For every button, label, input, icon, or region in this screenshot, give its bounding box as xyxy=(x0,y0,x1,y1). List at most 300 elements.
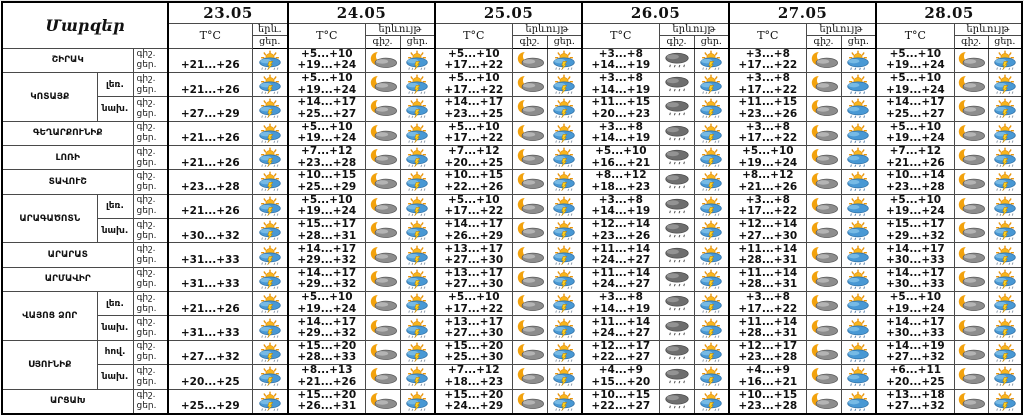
sun-cloud-thunderstorm-icon xyxy=(400,97,435,121)
sun-cloud-thunderstorm-icon xyxy=(252,97,288,121)
sun-cloud-thunderstorm-icon xyxy=(400,316,435,340)
sun-cloud-thunderstorm-icon xyxy=(547,389,582,414)
sun-cloud-thunderstorm-icon xyxy=(400,194,435,218)
daypart-labels xyxy=(133,97,168,121)
day-temperature: +14...+19 xyxy=(591,205,651,218)
day-temperature: +19...+24 xyxy=(885,83,945,96)
moon-cloud-icon xyxy=(806,243,841,267)
day-temperature: +20...+25 xyxy=(180,375,240,388)
temperature-cell xyxy=(435,340,512,364)
moon-cloud-icon xyxy=(954,316,988,340)
moon-cloud-icon xyxy=(512,267,547,291)
moon-cloud-icon xyxy=(365,267,400,291)
temperature-cell xyxy=(168,292,252,316)
day-temperature: +24...+27 xyxy=(591,254,651,267)
temperature-cell xyxy=(876,145,954,169)
temperature-cell xyxy=(435,97,512,121)
night-temperature: +5...+10 xyxy=(301,121,353,133)
day-temperature: +17...+22 xyxy=(738,302,798,315)
night-temperature: +12...+17 xyxy=(738,340,798,352)
day-temperature: +28...+31 xyxy=(738,327,798,340)
moon-cloud-icon xyxy=(512,389,547,414)
sun-cloud-thunderstorm-icon xyxy=(988,121,1022,145)
temperature-cell xyxy=(288,316,365,340)
temperature-cell xyxy=(288,97,365,121)
night-temperature: +15...+17 xyxy=(885,218,945,231)
daypart-labels xyxy=(133,72,168,96)
moon-cloud-icon xyxy=(365,170,400,194)
day-temperature: +16...+21 xyxy=(738,375,798,388)
temperature-cell xyxy=(876,97,954,121)
temperature-cell xyxy=(876,121,954,145)
night-temperature: +3...+8 xyxy=(745,72,790,85)
temperature-cell xyxy=(729,267,806,291)
rain-cloud-icon xyxy=(659,243,694,267)
forecast-row xyxy=(2,97,1022,121)
daypart-labels xyxy=(133,243,168,267)
night-label: գիշ. xyxy=(136,195,156,206)
night-temperature: +14...+17 xyxy=(444,218,504,231)
sun-cloud-thunderstorm-icon xyxy=(694,170,729,194)
night-temperature: +5...+10 xyxy=(448,121,500,133)
sun-cloud-thunderstorm-icon xyxy=(400,219,435,243)
night-temperature: +15...+20 xyxy=(444,340,504,352)
night-label: գիշ. xyxy=(136,170,156,181)
rain-cloud-icon xyxy=(659,267,694,291)
temperature-cell xyxy=(582,97,659,121)
day-temperature: +29...+32 xyxy=(297,278,357,291)
temp-header: T°C xyxy=(729,23,806,48)
forecast-row xyxy=(2,219,1022,243)
temperature-cell xyxy=(876,194,954,218)
sun-cloud-thunderstorm-icon xyxy=(252,365,288,389)
night-temperature: +5...+10 xyxy=(595,145,647,158)
moon-cloud-icon xyxy=(365,219,400,243)
sun-cloud-thunderstorm-icon xyxy=(547,72,582,96)
day-temperature: +21...+26 xyxy=(738,180,798,193)
sun-cloud-thunderstorm-icon xyxy=(547,267,582,291)
night-temperature: +3...+8 xyxy=(598,194,643,206)
night-temperature: +3...+8 xyxy=(745,291,790,304)
day-temperature: +21...+26 xyxy=(180,59,240,72)
subzone-label: լեռ. xyxy=(97,292,133,316)
sun-cloud-rain-icon xyxy=(841,389,876,414)
sun-cloud-thunderstorm-icon xyxy=(252,316,288,340)
temperature-cell xyxy=(729,72,806,96)
night-temperature: +3...+8 xyxy=(598,291,643,304)
day-header: ցեր. xyxy=(547,35,582,48)
moon-cloud-icon xyxy=(954,340,988,364)
moon-cloud-icon xyxy=(954,292,988,316)
rain-cloud-icon xyxy=(659,97,694,121)
day-temperature: +20...+25 xyxy=(444,156,504,169)
night-temperature: +7...+12 xyxy=(889,145,942,158)
sun-cloud-thunderstorm-icon xyxy=(252,243,288,267)
sun-cloud-rain-icon xyxy=(841,72,876,96)
night-temperature: +14...+17 xyxy=(885,242,945,255)
day-temperature: +23...+28 xyxy=(738,351,798,364)
moon-cloud-icon xyxy=(365,48,400,72)
night-temperature: +13...+17 xyxy=(444,267,504,279)
day-temperature: +17...+22 xyxy=(444,132,504,145)
subzone-label: նախ. xyxy=(97,365,133,389)
day-temperature: +27...+30 xyxy=(444,254,504,267)
rain-cloud-icon xyxy=(659,292,694,316)
day-temperature: +20...+23 xyxy=(591,107,651,120)
moon-cloud-icon xyxy=(512,48,547,72)
sun-cloud-rain-icon xyxy=(841,170,876,194)
temperature-cell xyxy=(435,170,512,194)
rain-cloud-icon xyxy=(659,72,694,96)
day-temperature: +31...+33 xyxy=(180,254,240,267)
moon-cloud-icon xyxy=(512,145,547,169)
sun-cloud-thunderstorm-icon xyxy=(547,121,582,145)
moon-cloud-icon xyxy=(512,340,547,364)
forecast-row xyxy=(2,121,1022,145)
day-header: ցեր. xyxy=(988,35,1022,48)
night-temperature: +4...+9 xyxy=(745,364,790,377)
night-label: գիշ. xyxy=(136,341,156,352)
night-temperature: +5...+10 xyxy=(448,48,500,60)
temperature-cell xyxy=(168,340,252,364)
day-temperature: +25...+27 xyxy=(297,107,357,120)
sun-cloud-thunderstorm-icon xyxy=(252,267,288,291)
forecast-row xyxy=(2,316,1022,340)
temperature-cell xyxy=(876,219,954,243)
day-temperature: +17...+22 xyxy=(738,205,798,218)
forecast-row xyxy=(2,267,1022,291)
temperature-cell xyxy=(729,365,806,389)
moon-cloud-icon xyxy=(806,48,841,72)
night-temperature: +11...+14 xyxy=(738,242,798,255)
temperature-cell xyxy=(729,170,806,194)
temperature-cell xyxy=(729,97,806,121)
night-temperature: +5...+10 xyxy=(301,194,353,206)
temperature-cell xyxy=(876,72,954,96)
day-temperature: +19...+24 xyxy=(885,59,945,72)
day-temperature: +19...+24 xyxy=(297,59,357,72)
moon-cloud-icon xyxy=(806,340,841,364)
day-label: ցեր. xyxy=(136,352,157,363)
day-temperature: +17...+22 xyxy=(738,132,798,145)
subzone-label: նախ. xyxy=(97,316,133,340)
temperature-cell xyxy=(582,316,659,340)
night-temperature: +5...+10 xyxy=(448,194,500,206)
day-temperature: +19...+24 xyxy=(297,83,357,96)
moon-cloud-icon xyxy=(806,316,841,340)
sun-cloud-thunderstorm-icon xyxy=(694,267,729,291)
daypart-labels xyxy=(133,219,168,243)
temperature-cell xyxy=(876,267,954,291)
sun-cloud-thunderstorm-icon xyxy=(547,170,582,194)
sun-cloud-thunderstorm-icon xyxy=(400,365,435,389)
daypart-labels xyxy=(133,48,168,72)
moon-cloud-icon xyxy=(365,316,400,340)
rain-cloud-icon xyxy=(659,389,694,414)
forecast-row xyxy=(2,340,1022,364)
sun-cloud-thunderstorm-icon xyxy=(252,72,288,96)
sun-cloud-thunderstorm-icon xyxy=(400,145,435,169)
moon-cloud-icon xyxy=(365,194,400,218)
moon-cloud-icon xyxy=(512,97,547,121)
day-temperature: +23...+25 xyxy=(444,107,504,120)
regions-title: Մարզեր xyxy=(2,2,168,48)
night-temperature: +5...+10 xyxy=(301,291,353,304)
moon-cloud-icon xyxy=(954,194,988,218)
day-temperature: +25...+29 xyxy=(297,180,357,193)
rain-cloud-icon xyxy=(659,194,694,218)
temperature-cell xyxy=(876,48,954,72)
moon-cloud-icon xyxy=(806,194,841,218)
day-temperature: +28...+31 xyxy=(738,278,798,291)
night-temperature: +7...+12 xyxy=(448,145,500,158)
temperature-cell xyxy=(729,194,806,218)
night-temperature: +4...+9 xyxy=(598,364,643,377)
temperature-cell xyxy=(876,389,954,414)
day-temperature: +31...+33 xyxy=(180,278,240,291)
day-temperature: +24...+29 xyxy=(444,400,504,413)
daypart-labels xyxy=(133,340,168,364)
date-header: 26.05 xyxy=(582,2,729,23)
day-temperature: +14...+19 xyxy=(591,83,651,96)
temperature-cell xyxy=(582,145,659,169)
day-label: ցեր. xyxy=(136,401,157,412)
sun-cloud-rain-icon xyxy=(841,121,876,145)
night-label: գիշ. xyxy=(136,73,156,84)
moon-cloud-icon xyxy=(806,72,841,96)
sun-cloud-thunderstorm-icon xyxy=(252,340,288,364)
day-temperature: +29...+32 xyxy=(297,327,357,340)
moon-cloud-icon xyxy=(954,170,988,194)
forecast-row xyxy=(2,292,1022,316)
temp-header: T°C xyxy=(435,23,512,48)
date-header: 27.05 xyxy=(729,2,876,23)
day-temperature: +28...+31 xyxy=(738,254,798,267)
sun-cloud-thunderstorm-icon xyxy=(400,48,435,72)
temperature-cell xyxy=(288,194,365,218)
night-temperature: +11...+14 xyxy=(591,267,651,279)
sun-cloud-rain-icon xyxy=(841,145,876,169)
moon-cloud-icon xyxy=(954,121,988,145)
day-temperature: +22...+27 xyxy=(591,400,651,413)
region-name: ԱՐԱՐԱՏ xyxy=(2,243,133,267)
date-header: 24.05 xyxy=(288,2,435,23)
day-temperature: +19...+24 xyxy=(738,156,798,169)
day-temperature: +23...+28 xyxy=(738,400,798,413)
day-label: ցեր. xyxy=(136,181,157,192)
night-temperature: +13...+17 xyxy=(444,242,504,255)
daypart-labels xyxy=(133,267,168,291)
temperature-cell xyxy=(168,365,252,389)
moon-cloud-icon xyxy=(806,267,841,291)
day-temperature: +23...+28 xyxy=(180,180,240,193)
date-header-row xyxy=(2,2,1022,23)
rain-cloud-icon xyxy=(659,48,694,72)
region-name: ՍՅՈՒՆԻՔ xyxy=(2,340,97,389)
forecast-table xyxy=(1,1,1023,415)
night-temperature: +15...+20 xyxy=(297,340,357,352)
sun-cloud-thunderstorm-icon xyxy=(547,145,582,169)
phenomenon-header: երևույթ xyxy=(365,23,435,35)
phenomenon-header: երև. xyxy=(252,23,288,35)
region-name: ԼՈՌԻ xyxy=(2,145,133,169)
day-temperature: +17...+22 xyxy=(738,83,798,96)
day-temperature: +30...+33 xyxy=(885,327,945,340)
night-temperature: +5...+10 xyxy=(889,72,942,85)
night-temperature: +8...+12 xyxy=(742,169,794,182)
moon-cloud-icon xyxy=(954,365,988,389)
sun-cloud-thunderstorm-icon xyxy=(400,292,435,316)
sun-cloud-thunderstorm-icon xyxy=(694,219,729,243)
temperature-cell xyxy=(435,316,512,340)
sun-cloud-thunderstorm-icon xyxy=(400,243,435,267)
subzone-label: լեռ. xyxy=(97,194,133,218)
day-temperature: +24...+27 xyxy=(591,327,651,340)
region-name: ԱՐՄԱՎԻՐ xyxy=(2,267,133,291)
night-label: գիշ. xyxy=(136,317,156,328)
day-temperature: +29...+32 xyxy=(885,229,945,242)
temperature-cell xyxy=(435,267,512,291)
day-temperature: +29...+32 xyxy=(297,254,357,267)
moon-cloud-icon xyxy=(954,267,988,291)
region-name: ԿՈՏԱՅՔ xyxy=(2,72,97,121)
phenomenon-header: երևույթ xyxy=(806,23,876,35)
day-header: ցեր. xyxy=(252,35,288,48)
temperature-cell xyxy=(288,292,365,316)
night-temperature: +15...+20 xyxy=(444,389,504,401)
night-temperature: +14...+17 xyxy=(885,96,945,109)
sun-cloud-rain-icon xyxy=(841,97,876,121)
temperature-cell xyxy=(168,145,252,169)
weather-forecast-page xyxy=(0,1,1024,417)
night-temperature: +12...+14 xyxy=(591,218,651,231)
moon-cloud-icon xyxy=(806,292,841,316)
night-temperature: +12...+14 xyxy=(738,218,798,231)
moon-cloud-icon xyxy=(806,145,841,169)
day-temperature: +21...+26 xyxy=(297,375,357,388)
night-temperature: +10...+14 xyxy=(885,169,945,182)
phenomenon-header: երևույթ xyxy=(954,23,1022,35)
rain-cloud-icon xyxy=(659,365,694,389)
moon-cloud-icon xyxy=(512,316,547,340)
sun-cloud-thunderstorm-icon xyxy=(694,243,729,267)
moon-cloud-icon xyxy=(954,97,988,121)
night-temperature: +7...+12 xyxy=(301,145,353,158)
temperature-cell xyxy=(729,243,806,267)
sun-cloud-thunderstorm-icon xyxy=(988,365,1022,389)
day-temperature: +27...+30 xyxy=(444,278,504,291)
day-temperature: +21...+26 xyxy=(180,302,240,315)
sun-cloud-thunderstorm-icon xyxy=(252,292,288,316)
day-temperature: +26...+31 xyxy=(297,400,357,413)
night-temperature: +10...+15 xyxy=(297,169,357,182)
night-temperature: +5...+10 xyxy=(448,291,500,304)
temperature-cell xyxy=(288,340,365,364)
day-label: ցեր. xyxy=(136,84,157,95)
forecast-row xyxy=(2,48,1022,72)
night-temperature: +14...+17 xyxy=(297,242,357,255)
day-temperature: +27...+30 xyxy=(738,229,798,242)
rain-cloud-icon xyxy=(659,219,694,243)
sun-cloud-thunderstorm-icon xyxy=(988,97,1022,121)
moon-cloud-icon xyxy=(365,121,400,145)
temperature-cell xyxy=(168,389,252,414)
moon-cloud-icon xyxy=(806,389,841,414)
sun-cloud-thunderstorm-icon xyxy=(252,145,288,169)
night-temperature: +5...+10 xyxy=(448,72,500,85)
moon-cloud-icon xyxy=(365,340,400,364)
sun-cloud-thunderstorm-icon xyxy=(252,219,288,243)
day-temperature: +15...+20 xyxy=(591,375,651,388)
moon-cloud-icon xyxy=(954,219,988,243)
region-name: ԳԵՂԱՐՔՈՒՆԻՔ xyxy=(2,121,133,145)
sun-cloud-thunderstorm-icon xyxy=(547,316,582,340)
temperature-cell xyxy=(288,365,365,389)
night-temperature: +3...+8 xyxy=(745,121,790,133)
moon-cloud-icon xyxy=(512,170,547,194)
sun-cloud-thunderstorm-icon xyxy=(547,97,582,121)
forecast-row xyxy=(2,365,1022,389)
phenomenon-header: երևույթ xyxy=(512,23,582,35)
night-temperature: +5...+10 xyxy=(301,72,353,85)
daypart-labels xyxy=(133,145,168,169)
day-temperature: +21...+26 xyxy=(180,156,240,169)
night-temperature: +6...+11 xyxy=(889,364,942,377)
moon-cloud-icon xyxy=(512,365,547,389)
night-temperature: +3...+8 xyxy=(745,48,790,60)
night-temperature: +8...+12 xyxy=(595,169,647,182)
temperature-cell xyxy=(582,243,659,267)
moon-cloud-icon xyxy=(512,121,547,145)
date-header: 25.05 xyxy=(435,2,582,23)
temperature-cell xyxy=(582,340,659,364)
moon-cloud-icon xyxy=(954,48,988,72)
sun-cloud-thunderstorm-icon xyxy=(400,340,435,364)
day-temperature: +30...+32 xyxy=(180,229,240,242)
daypart-labels xyxy=(133,365,168,389)
day-temperature: +19...+24 xyxy=(297,302,357,315)
day-temperature: +17...+22 xyxy=(444,302,504,315)
night-temperature: +14...+17 xyxy=(297,267,357,279)
temperature-cell xyxy=(729,145,806,169)
sun-cloud-rain-icon xyxy=(841,267,876,291)
day-temperature: +19...+24 xyxy=(297,205,357,218)
sun-cloud-thunderstorm-icon xyxy=(988,145,1022,169)
region-name: ՇԻՐԱԿ xyxy=(2,48,133,72)
night-temperature: +11...+14 xyxy=(591,315,651,328)
moon-cloud-icon xyxy=(954,72,988,96)
night-temperature: +12...+17 xyxy=(591,340,651,352)
day-temperature: +14...+19 xyxy=(591,302,651,315)
sun-cloud-thunderstorm-icon xyxy=(694,97,729,121)
night-label: գիշ. xyxy=(136,244,156,255)
sun-cloud-thunderstorm-icon xyxy=(694,365,729,389)
sun-cloud-thunderstorm-icon xyxy=(252,194,288,218)
sun-cloud-thunderstorm-icon xyxy=(547,292,582,316)
day-temperature: +25...+29 xyxy=(180,400,240,413)
sun-cloud-thunderstorm-icon xyxy=(252,48,288,72)
night-label: գիշ. xyxy=(136,365,156,376)
night-temperature: +10...+15 xyxy=(591,389,651,401)
day-temperature: +23...+26 xyxy=(738,107,798,120)
sun-cloud-thunderstorm-icon xyxy=(547,48,582,72)
temperature-cell xyxy=(435,365,512,389)
day-label: ցեր. xyxy=(136,328,157,339)
night-temperature: +5...+10 xyxy=(889,194,942,206)
region-name: ՎԱՅՈՑ ՁՈՐ xyxy=(2,292,97,341)
temperature-cell xyxy=(582,170,659,194)
rain-cloud-icon xyxy=(659,340,694,364)
